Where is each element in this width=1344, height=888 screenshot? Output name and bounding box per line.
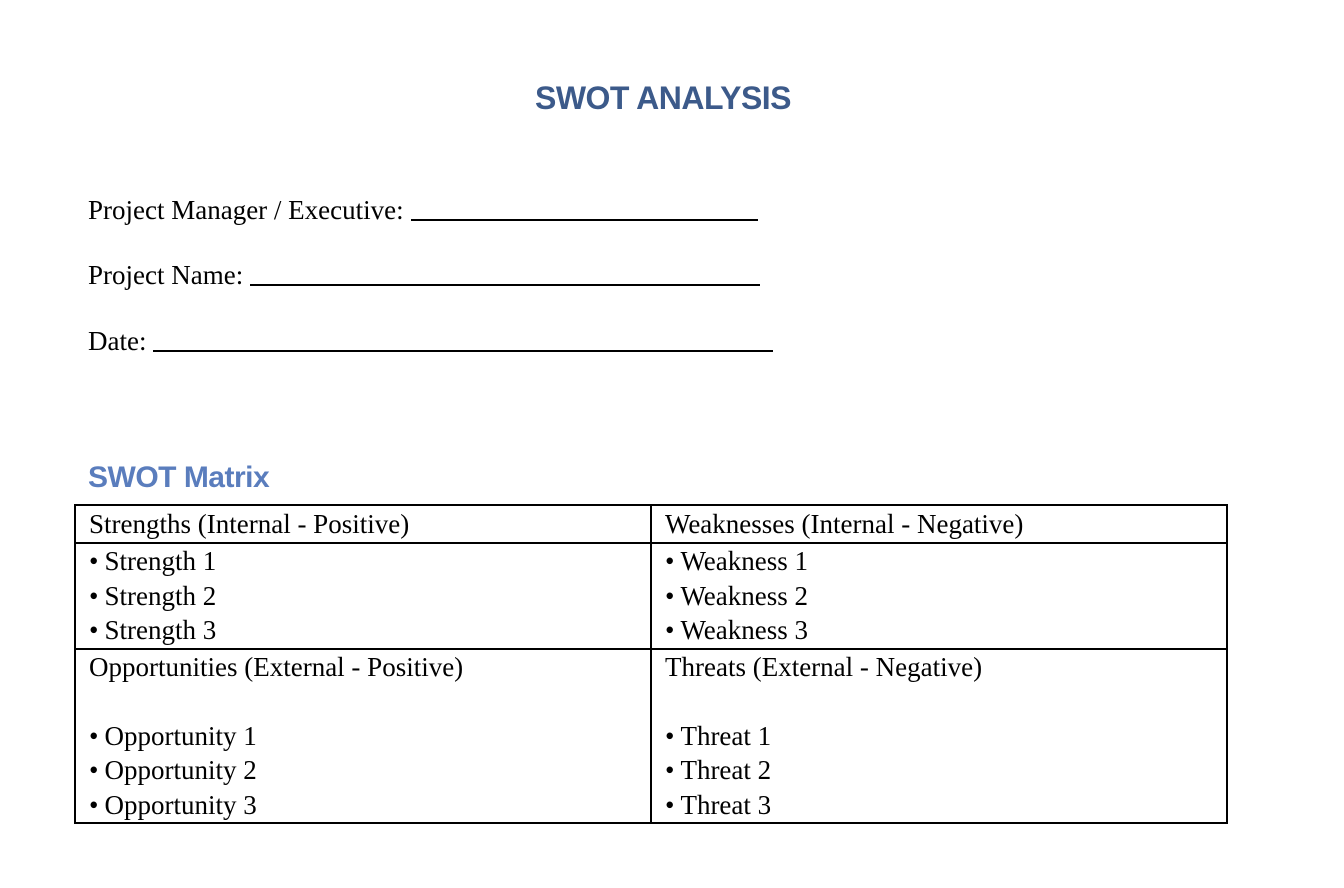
opportunity-item: Opportunity 3	[104, 789, 257, 820]
blank-line	[665, 684, 1226, 719]
bullet-icon: •	[89, 615, 99, 645]
swot-matrix-table	[74, 504, 1228, 824]
strength-item: Strength 1	[104, 546, 217, 576]
bullet-icon: •	[89, 755, 99, 785]
threat-item: Threat 3	[680, 789, 772, 820]
bullet-icon: •	[89, 580, 99, 611]
opportunity-item: Opportunity 1	[104, 720, 257, 751]
list-item	[89, 579, 650, 614]
strengths-header: Strengths (Internal - Positive)	[75, 505, 651, 543]
bullet-icon: •	[89, 789, 99, 820]
project-name-blank-line[interactable]	[250, 283, 760, 286]
strengths-cell	[75, 543, 651, 649]
bullet-icon: •	[665, 789, 675, 820]
list-item	[665, 753, 1226, 788]
bullet-icon: •	[665, 755, 675, 785]
strength-item: Strength 3	[104, 615, 217, 645]
opportunity-item: Opportunity 2	[104, 755, 257, 785]
project-name-label: Project Name:	[88, 260, 244, 290]
list-item	[89, 753, 650, 788]
threats-cell	[651, 649, 1227, 824]
document-title: SWOT ANALYSIS	[534, 80, 792, 116]
weaknesses-header: Weaknesses (Internal - Negative)	[651, 505, 1227, 543]
threat-item: Threat 1	[680, 720, 772, 751]
list-item	[89, 788, 650, 823]
project-manager-label: Project Manager / Executive:	[88, 195, 404, 225]
weakness-item: Weakness 1	[680, 546, 808, 576]
list-item	[665, 544, 1226, 579]
swot-matrix-heading: SWOT Matrix	[88, 461, 270, 494]
date-label: Date:	[88, 326, 147, 356]
bullet-icon: •	[89, 720, 99, 751]
list-item	[665, 613, 1226, 648]
project-manager-field[interactable]	[88, 192, 758, 228]
list-item	[89, 544, 650, 579]
bullet-icon: •	[665, 720, 675, 751]
list-item	[89, 719, 650, 754]
strength-item: Strength 2	[104, 580, 217, 611]
weakness-item: Weakness 2	[680, 580, 808, 611]
date-field[interactable]	[88, 323, 773, 359]
weakness-item: Weakness 3	[680, 615, 808, 645]
bullet-icon: •	[665, 546, 675, 576]
opportunities-cell	[75, 649, 651, 824]
threats-header: Threats (External - Negative)	[665, 651, 983, 682]
blank-line	[89, 684, 650, 719]
project-manager-blank-line[interactable]	[411, 218, 758, 221]
list-item	[665, 788, 1226, 823]
date-blank-line[interactable]	[153, 349, 773, 352]
weaknesses-cell	[651, 543, 1227, 649]
project-name-field[interactable]	[88, 257, 760, 293]
list-item	[665, 579, 1226, 614]
bullet-icon: •	[89, 546, 99, 576]
opportunities-header: Opportunities (External - Positive)	[89, 651, 464, 682]
threat-item: Threat 2	[680, 755, 772, 785]
bullet-icon: •	[665, 580, 675, 611]
list-item	[89, 613, 650, 648]
bullet-icon: •	[665, 615, 675, 645]
list-item	[665, 719, 1226, 754]
